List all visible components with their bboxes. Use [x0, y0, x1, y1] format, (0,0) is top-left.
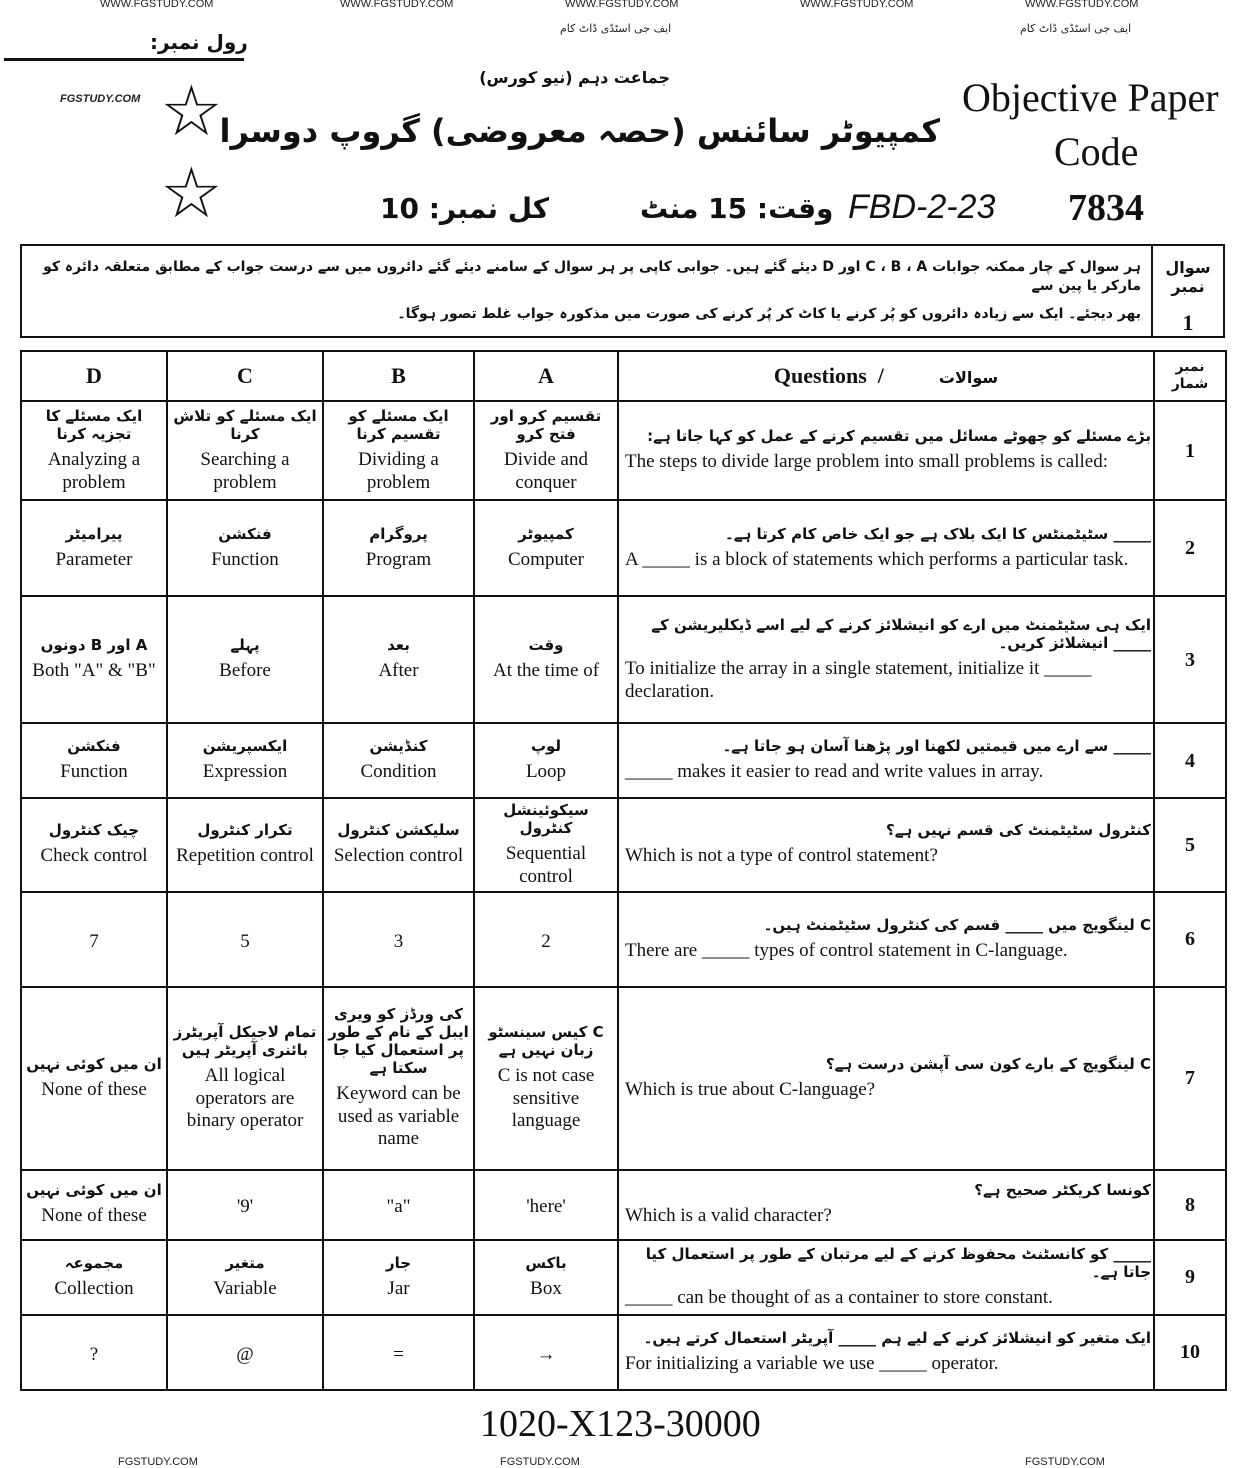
- question-number-cell: [1151, 246, 1223, 336]
- header-questions: [618, 351, 1154, 401]
- question-urdu: C لینگویج میں _____ قسم کی کنٹرول سٹیٹمنٹ ہیں۔: [763, 915, 1151, 934]
- option-d: [21, 798, 167, 892]
- watermark: WWW.FGSTUDY.COM: [100, 0, 214, 10]
- option-b-urdu: جار: [385, 1253, 412, 1272]
- option-d: [21, 1240, 167, 1315]
- option-a-text: Loop: [525, 761, 567, 783]
- star-icon: ☆: [160, 74, 223, 151]
- objective-paper-title: Objective Paper: [962, 75, 1219, 120]
- option-b-urdu: بعد: [387, 636, 410, 655]
- header-number: نمبر شمار: [1154, 351, 1226, 401]
- option-d-urdu: ان میں کوئی نہیں: [26, 1181, 162, 1200]
- option-a-text: Sequential control: [505, 843, 587, 887]
- option-d-urdu: چیک کنٹرول: [48, 821, 140, 840]
- option-c: [167, 1315, 323, 1390]
- option-a-urdu: لوپ: [530, 737, 562, 756]
- question-number: 9: [1154, 1240, 1226, 1315]
- option-b: [323, 500, 474, 596]
- option-b-text: 3: [393, 930, 404, 952]
- option-d: [21, 596, 167, 723]
- question-english: The steps to divide large problem into small problems is called:: [625, 451, 1108, 473]
- question-urdu: ایک متغیر کو انیشلائز کرنے کے لیے ہم _____ آپریٹر استعمال کرتے ہیں۔: [643, 1328, 1151, 1347]
- question-urdu: بڑے مسئلے کو چھوٹے مسائل میں تقسیم کرنے کے عمل کو کہا جاتا ہے:: [647, 427, 1151, 446]
- question-urdu: C لینگویج کے بارے کون سی آپشن درست ہے؟: [825, 1054, 1151, 1073]
- option-a-urdu: سیکوئینشل کنٹرول: [503, 801, 589, 837]
- option-a: [474, 500, 618, 596]
- question-urdu: کونسا کریکٹر صحیح ہے؟: [974, 1181, 1151, 1200]
- question-english: A _____ is a block of statements which performs a particular task.: [625, 548, 1129, 570]
- option-c-text: Searching a problem: [200, 448, 290, 493]
- option-d: [21, 401, 167, 500]
- header-d: D: [21, 351, 167, 401]
- option-c-text: Function: [211, 548, 279, 570]
- option-d-urdu: فنکشن: [67, 737, 121, 756]
- option-b-text: Jar: [387, 1277, 410, 1299]
- question-cell: [618, 1170, 1154, 1240]
- watermark: FGSTUDY.COM: [500, 1456, 580, 1468]
- instructions-line-1: ہر سوال کے چار ممکنہ جوابات C ، B ، A اور D دیئے گئے ہیں۔ جوابی کاپی پر ہر سوال کے سامنے دیئے گئے دائروں میں سے درست جواب کے مطابق متعلقہ دائرہ کو مارکر یا پین سے: [43, 258, 1141, 295]
- instructions-line-2: بھر دیجئے۔ ایک سے زیادہ دائروں کو پُر کرنے یا کاٹ کر پُر کرنے کی صورت میں مذکورہ جواب غلط تصور ہوگا۔: [397, 305, 1141, 322]
- question-number: 6: [1154, 892, 1226, 987]
- option-c-urdu: تمام لاجیکل آپریٹرز بائنری آپریٹر ہیں: [173, 1022, 317, 1059]
- option-b-urdu: پروگرام: [369, 524, 428, 543]
- question-number: 5: [1154, 798, 1226, 892]
- option-b-text: Keyword can be used as variable name: [336, 1082, 461, 1150]
- option-b: [323, 723, 474, 798]
- question-english: _____ makes it easier to read and write values in array.: [625, 761, 1044, 783]
- question-cell: [618, 723, 1154, 798]
- question-row: [21, 723, 1226, 798]
- option-b-text: =: [393, 1343, 404, 1365]
- option-b-text: "a": [386, 1196, 411, 1218]
- question-cell: [618, 1240, 1154, 1315]
- question-row: [21, 596, 1226, 723]
- option-c-text: 5: [240, 930, 250, 952]
- question-number: 4: [1154, 723, 1226, 798]
- option-c: [167, 1170, 323, 1240]
- option-a: [474, 723, 618, 798]
- question-urdu: کنٹرول سٹیٹمنٹ کی قسم نہیں ہے؟: [886, 821, 1151, 840]
- question-cell: [618, 987, 1154, 1170]
- option-b-urdu: کی ورڈز کو ویری ایبل کے نام کے طور پر استعمال کیا جا سکتا ہے: [328, 1004, 469, 1077]
- option-b-text: Condition: [360, 761, 437, 783]
- option-d: [21, 1170, 167, 1240]
- question-row: [21, 1240, 1226, 1315]
- question-row: [21, 401, 1226, 500]
- star-icon: ☆: [160, 156, 223, 233]
- instructions-text: [22, 246, 1151, 336]
- option-d-text: ?: [89, 1343, 99, 1365]
- option-b-text: Selection control: [333, 845, 464, 867]
- header-a: A: [474, 351, 618, 401]
- table-header-row: [21, 351, 1226, 401]
- question-urdu: ایک ہی سٹیٹمنٹ میں ارے کو انیشلائز کرنے کے لیے اسے ڈیکلیریشن کے _____ انیشلائز کریں۔: [651, 615, 1151, 652]
- option-c-urdu: متغیر: [225, 1253, 265, 1272]
- option-a-urdu: باکس: [525, 1253, 567, 1272]
- class-label: جماعت دہم (نیو کورس): [479, 68, 670, 87]
- question-cell: [618, 500, 1154, 596]
- subject-title: کمپیوٹر سائنس (حصہ معروضی) گروپ دوسرا: [219, 112, 940, 150]
- question-number: 2: [1154, 500, 1226, 596]
- option-d-text: 7: [89, 930, 99, 952]
- watermark: WWW.FGSTUDY.COM: [800, 0, 914, 10]
- option-c: [167, 723, 323, 798]
- question-number: 7: [1154, 987, 1226, 1170]
- question-row: [21, 987, 1226, 1170]
- option-a-text: Divide and conquer: [504, 448, 588, 493]
- question-cell: [618, 401, 1154, 500]
- question-cell: [618, 892, 1154, 987]
- option-a-text: →: [536, 1343, 556, 1365]
- option-b-text: After: [378, 660, 419, 682]
- option-c-text: Expression: [202, 761, 288, 783]
- option-a: [474, 892, 618, 987]
- question-row: [21, 892, 1226, 987]
- roll-no-line: [4, 58, 244, 61]
- option-a-urdu: وقت: [528, 636, 564, 655]
- watermark-urdu: ایف جی اسٹڈی ڈاٹ کام: [1020, 22, 1132, 35]
- option-c-text: Variable: [213, 1277, 277, 1299]
- question-cell: [618, 798, 1154, 892]
- option-d-urdu: A اور B دونوں: [40, 636, 148, 655]
- option-a-text: C is not case sensitive language: [497, 1064, 595, 1132]
- questions-label: Questions: [773, 362, 867, 388]
- question-row: [21, 798, 1226, 892]
- option-d: [21, 500, 167, 596]
- option-b: [323, 1170, 474, 1240]
- option-d-text: Check control: [40, 845, 148, 867]
- option-c-text: Repetition control: [176, 845, 314, 867]
- handwritten-code: FBD-2-23: [848, 188, 996, 226]
- option-a-text: 2: [541, 930, 551, 952]
- question-english: Which is a valid character?: [625, 1205, 832, 1227]
- question-number: 10: [1154, 1315, 1226, 1390]
- option-c-urdu: پہلے: [230, 636, 260, 655]
- option-c: [167, 596, 323, 723]
- option-d: [21, 723, 167, 798]
- watermark: WWW.FGSTUDY.COM: [565, 0, 679, 10]
- question-row: [21, 1170, 1226, 1240]
- question-english: For initializing a variable we use _____ operator.: [625, 1352, 999, 1374]
- paper-code: 7834: [1068, 187, 1144, 229]
- option-d: [21, 987, 167, 1170]
- option-d-urdu: ایک مسئلے کا تجزیہ کرنا: [45, 406, 143, 443]
- total-marks: کل نمبر: 10: [380, 192, 550, 225]
- option-a-text: Box: [530, 1277, 562, 1299]
- time-allowed: وقت: 15 منٹ: [640, 192, 834, 225]
- watermark: WWW.FGSTUDY.COM: [340, 0, 454, 10]
- option-c: [167, 987, 323, 1170]
- question-cell: [618, 1315, 1154, 1390]
- option-d-text: Collection: [54, 1277, 134, 1299]
- question-urdu: _____ سے ارے میں قیمتیں لکھنا اور پڑھنا آسان ہو جاتا ہے۔: [722, 737, 1151, 756]
- option-d-text: Parameter: [55, 548, 133, 570]
- option-c-urdu: تکرار کنٹرول: [197, 821, 293, 840]
- option-b-urdu: سلیکشن کنٹرول: [337, 821, 460, 840]
- option-c-urdu: فنکشن: [218, 524, 272, 543]
- option-b: [323, 596, 474, 723]
- watermark: FGSTUDY.COM: [1025, 1456, 1105, 1468]
- roll-no-label: رول نمبر:: [150, 30, 248, 54]
- option-d: [21, 892, 167, 987]
- questions-urdu-label: سوالات: [938, 367, 999, 387]
- watermark: FGSTUDY.COM: [118, 1456, 198, 1468]
- question-english: _____ can be thought of as a container to store constant.: [625, 1286, 1053, 1308]
- option-a-urdu: C کیس سینسٹو زبان نہیں ہے: [488, 1022, 604, 1059]
- question-number: 8: [1154, 1170, 1226, 1240]
- option-a: [474, 798, 618, 892]
- option-b: [323, 798, 474, 892]
- option-d-text: Analyzing a problem: [47, 448, 141, 493]
- option-a: [474, 401, 618, 500]
- option-b-urdu: کنڈیشن: [369, 737, 428, 756]
- option-b: [323, 401, 474, 500]
- option-b-urdu: ایک مسئلے کو تقسیم کرنا: [348, 406, 449, 443]
- option-c: [167, 500, 323, 596]
- option-c-text: @: [236, 1343, 254, 1365]
- option-d-text: None of these: [41, 1205, 147, 1227]
- instructions-box: [20, 244, 1225, 338]
- option-c: [167, 798, 323, 892]
- question-cell: [618, 596, 1154, 723]
- option-d-text: None of these: [41, 1078, 147, 1100]
- option-c-text: '9': [236, 1196, 254, 1218]
- question-english: Which is not a type of control statement?: [625, 845, 938, 867]
- option-d: [21, 1315, 167, 1390]
- option-d-urdu: ان میں کوئی نہیں: [26, 1054, 162, 1073]
- watermark: WWW.FGSTUDY.COM: [1025, 0, 1139, 10]
- option-c: [167, 892, 323, 987]
- option-d-text: Function: [60, 761, 128, 783]
- question-urdu: _____ سٹیٹمنٹس کا ایک بلاک ہے جو ایک خاص کام کرتا ہے۔: [724, 524, 1151, 543]
- option-d-text: Both "A" & "B": [32, 660, 156, 682]
- option-a-urdu: کمپیوٹر: [518, 524, 574, 543]
- option-c-urdu: ایک مسئلے کو تلاش کرنا: [173, 406, 317, 443]
- option-a: [474, 1240, 618, 1315]
- option-a-text: 'here': [526, 1196, 566, 1218]
- option-c: [167, 1240, 323, 1315]
- watermark-urdu: ایف جی اسٹڈی ڈاٹ کام: [560, 22, 672, 35]
- question-english: To initialize the array in a single statement, initialize it _____ declaration.: [625, 657, 1092, 702]
- option-d-urdu: مجموعہ: [64, 1253, 124, 1272]
- question-english: There are _____ types of control statement in C-language.: [625, 939, 1068, 961]
- watermark: FGSTUDY.COM: [60, 93, 141, 105]
- option-a-urdu: تقسیم کرو اور فتح کرو: [490, 406, 602, 443]
- option-c-text: All logical operators are binary operator: [186, 1064, 304, 1132]
- option-b: [323, 987, 474, 1170]
- option-b-text: Program: [365, 548, 432, 570]
- header-b: B: [323, 351, 474, 401]
- header-c: C: [167, 351, 323, 401]
- option-a-text: Computer: [508, 548, 584, 570]
- question-urdu: _____ کو کانسٹنٹ محفوظ کرنے کے لیے مرتبان کے طور پر استعمال کیا جاتا ہے۔: [645, 1244, 1151, 1281]
- code-title: Code: [1054, 129, 1139, 174]
- option-c-text: Before: [219, 660, 271, 682]
- option-b-text: Dividing a problem: [358, 448, 439, 493]
- footer-code: 1020-X123-30000: [480, 1403, 761, 1445]
- option-b: [323, 1315, 474, 1390]
- question-row: [21, 1315, 1226, 1390]
- question-number: 1: [1182, 310, 1194, 335]
- question-row: [21, 500, 1226, 596]
- option-b: [323, 1240, 474, 1315]
- question-number-label: سوال نمبر: [1165, 258, 1211, 296]
- question-number: 1: [1154, 401, 1226, 500]
- question-english: Which is true about C-language?: [625, 1078, 876, 1100]
- question-number: 3: [1154, 596, 1226, 723]
- option-a: [474, 1315, 618, 1390]
- option-d-urdu: پیرامیٹر: [65, 524, 123, 543]
- option-b: [323, 892, 474, 987]
- questions-table: [20, 350, 1227, 1391]
- option-a: [474, 1170, 618, 1240]
- option-a: [474, 596, 618, 723]
- option-c-urdu: ایکسپریشن: [202, 737, 288, 756]
- option-a: [474, 987, 618, 1170]
- slash: /: [877, 362, 884, 388]
- option-a-text: At the time of: [492, 660, 600, 682]
- option-c: [167, 401, 323, 500]
